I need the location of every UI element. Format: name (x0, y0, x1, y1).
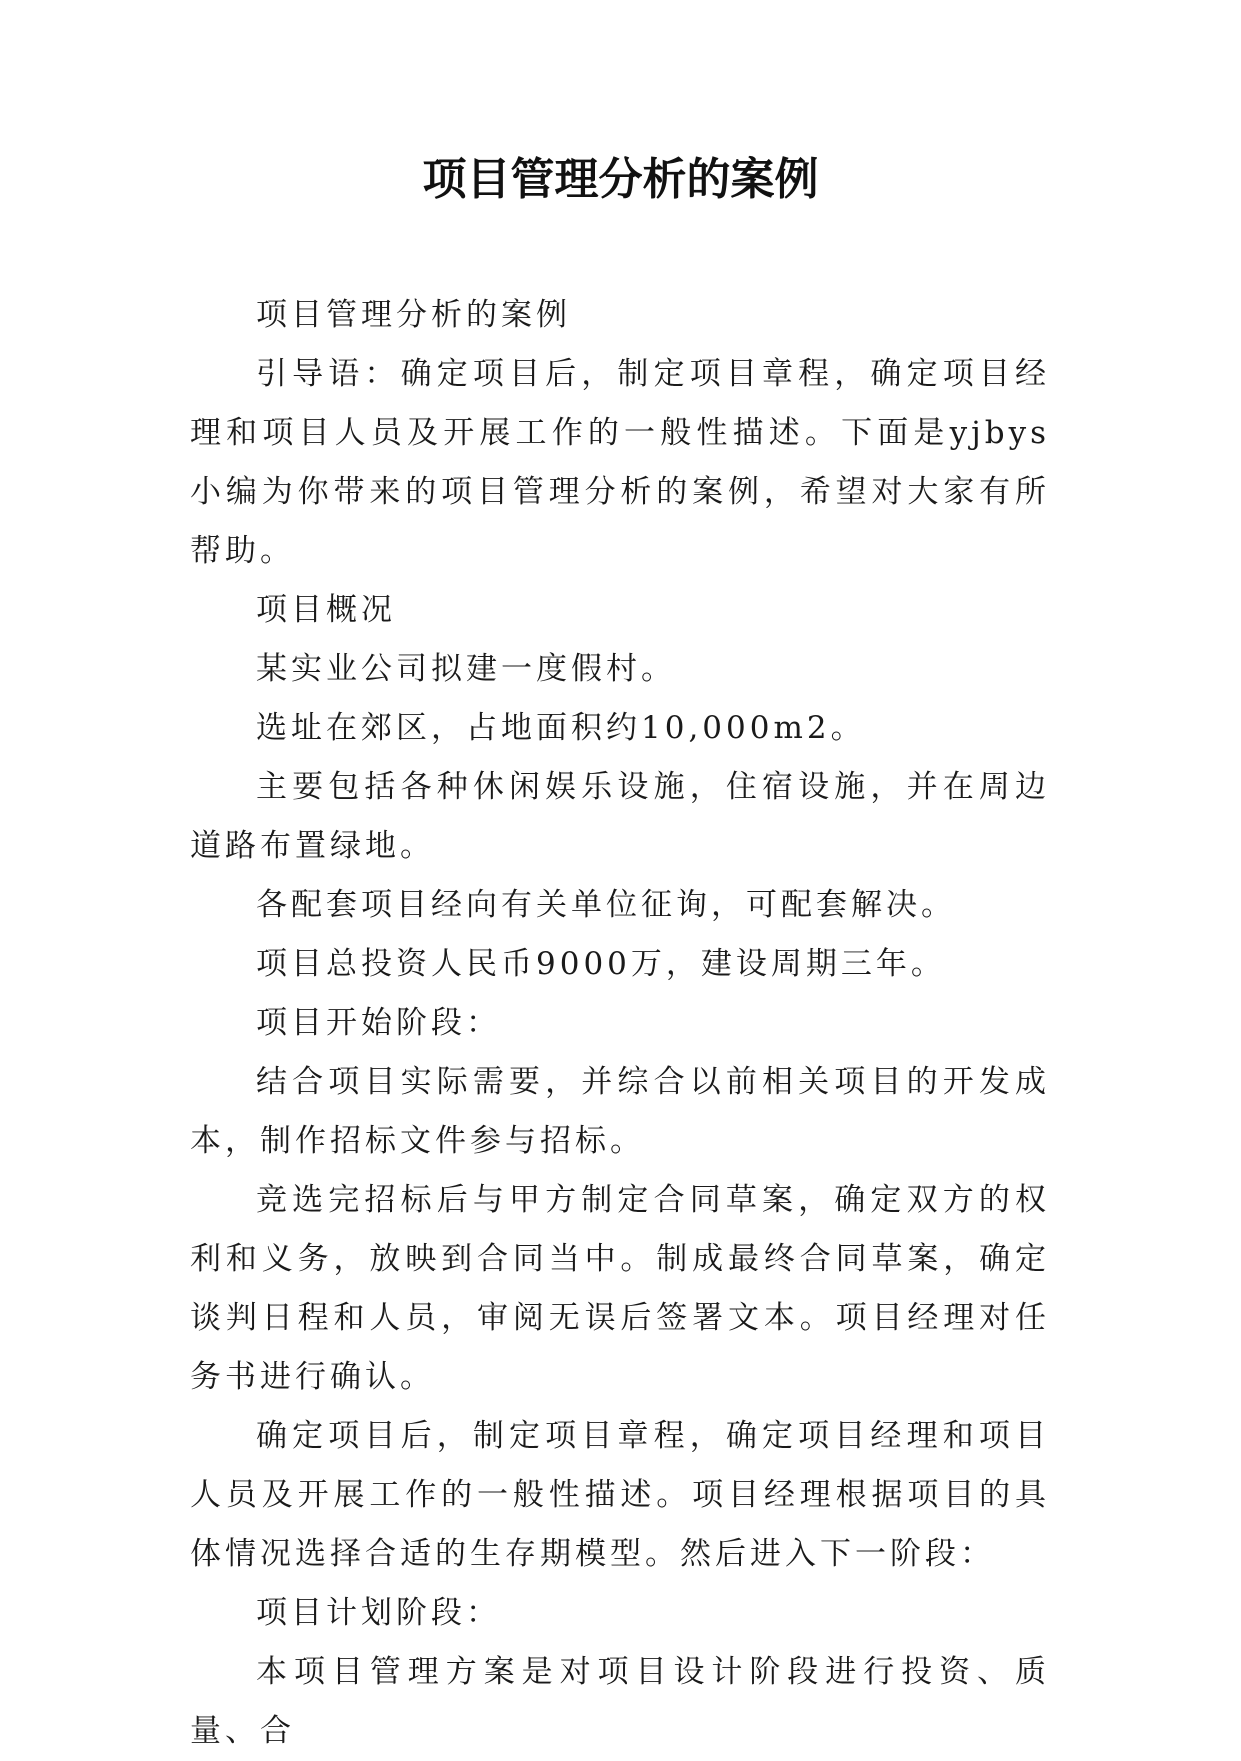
document-body (190, 286, 1050, 1761)
paragraph: 主要包括各种休闲娱乐设施，住宿设施，并在周边道路布置绿地。 (190, 769, 1050, 864)
paragraph: 项目总投资人民币9000万，建设周期三年。 (256, 946, 946, 982)
paragraph: 各配套项目经向有关单位征询，可配套解决。 (256, 887, 956, 923)
paragraph: 引导语：确定项目后，制定项目章程，确定项目经理和项目人员及开展工作的一般性描述。下面是yjbys小编为你带来的项目管理分析的案例，希望对大家有所帮助。 (190, 356, 1050, 569)
paragraph: 选址在郊区，占地面积约10,000m2。 (256, 710, 866, 746)
paragraph: 确定项目后，制定项目章程，确定项目经理和项目人员及开展工作的一般性描述。项目经理根据项目的具体情况选择合适的生存期模型。然后进入下一阶段： (190, 1418, 1050, 1572)
paragraph: 本项目管理方案是对项目设计阶段进行投资、质量、合 (190, 1654, 1050, 1749)
paragraph: 项目概况 (256, 592, 396, 628)
paragraph: 项目管理分析的案例 (256, 297, 571, 333)
document-title: 项目管理分析的案例 (422, 154, 819, 205)
paragraph: 某实业公司拟建一度假村。 (256, 651, 676, 687)
paragraph: 结合项目实际需要，并综合以前相关项目的开发成本，制作招标文件参与招标。 (190, 1064, 1050, 1159)
paragraph: 项目计划阶段： (256, 1595, 501, 1631)
paragraph: 项目开始阶段： (256, 1005, 501, 1041)
paragraph: 竞选完招标后与甲方制定合同草案，确定双方的权利和义务，放映到合同当中。制成最终合同草案，确定谈判日程和人员，审阅无误后签署文本。项目经理对任务书进行确认。 (190, 1182, 1050, 1395)
